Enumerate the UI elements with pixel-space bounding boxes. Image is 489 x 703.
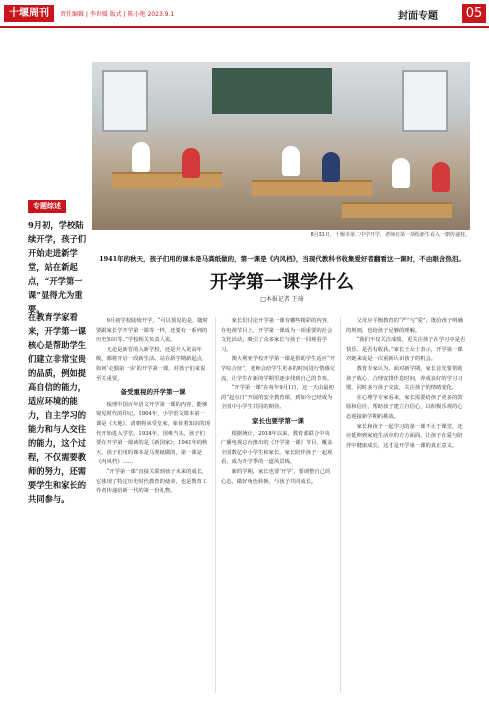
paragraph: 家长们讨论开学第一课有哪些精彩的内容，在电视节目上，开学第一课成为一项重要的社会文化活动，吸引了众多家长与孩子一同观看学习。 <box>221 318 333 353</box>
student-figure <box>182 148 200 178</box>
paragraph: 新的学期，家长也要‘开学’，要调整自己的心态，做好角色转换，与孩子共同成长。 <box>221 468 331 485</box>
classroom-photo <box>92 62 470 230</box>
sidebar-tag: 专题综述 <box>28 200 66 213</box>
article-column-2 <box>221 317 335 487</box>
paragraph: “开学第一课”在每年9月1日，这一天由最初的“起点日”开展的安全教育课，到如今已经成为全国中小学生共同的期待。 <box>221 385 334 411</box>
student-figure <box>282 146 300 176</box>
student-figure <box>432 162 450 192</box>
brand-label: 十堰周刊 <box>4 5 54 22</box>
paragraph: 在心理学专家看来，家长需要给孩子更多的鼓励和信任，帮助孩子建立自信心，以积极乐观的心态迎接新学期的挑战。 <box>346 394 463 420</box>
paragraph: 9月初学校陆续开学，“可以预见的是，随时要跟家长学开学第一课等一样，还要有一系列的历史知识等。”学校相关负责人说。 <box>96 318 209 344</box>
paragraph: “开学第一课”直接关联到孩子未来的成长，它体现了特定历史时代教育的使命，也是教育工作者传递给新一代的第一份礼物。 <box>96 468 208 495</box>
subheading: 备受重视的开学第一课 <box>120 388 186 397</box>
page-header <box>0 0 489 28</box>
section-title: 封面专题 <box>398 11 438 22</box>
student-figure <box>322 152 340 182</box>
sidebar-body: 在教育学家看来，开学第一课核心是帮助学生们建立非常宝贵的品质，例如提高自信的能力，适应环境的能力，自主学习的能力和与人交往的能力，这个过程，不仅需要教师的努力，还需要学生和家长的共同参与。 <box>28 312 87 504</box>
paragraph: 澳大利亚学校开学第一课是帮助学生适应“开学综合征”，老师会给学生更多的时间进行情感交流，让学生在新的学期里逐步找到自己的节奏。 <box>221 356 335 382</box>
window-shape <box>402 70 448 132</box>
paragraph: 无论是新晋的入新学校，还是升入更高年级，都将开启一段新生活。站在新学期新起点，如何‘走独第一步’的开学第一课，对孩子们来说至关重要。 <box>96 346 208 382</box>
paragraph: 家长和孩子一起学习的第一课不止于课堂，还应延伸到家庭生活中的方方面面，让孩子在爱与陪伴中健康成长，这才是开学第一课的真正意义。 <box>346 423 463 449</box>
sidebar-lead: 9月初，学校陆续开学，孩子们开始走进新学堂，站在新起点，“开学第一课”显得尤为重要。 <box>28 220 87 314</box>
article-column-3 <box>346 317 466 451</box>
desk-shape <box>342 202 452 218</box>
paragraph: 父母应平衡教育的“严”与“爱”，既给孩子明确的规则，也给孩子足够的理解。 <box>346 318 463 334</box>
column-divider <box>215 317 216 693</box>
desk-shape <box>252 180 372 196</box>
column-divider <box>340 317 341 693</box>
desk-shape <box>112 172 222 188</box>
paragraph: 梳理中国百年语文开学第一课的内容，能够窥见时代的印记。1904年，小学语文课本第一课是《天地》，清朝将承受皇家，象征着知识的现代开始进入学堂。1934年，国难当头，孩子们要在开学第一课读的是《新国家》；1941年的秋天，孩子们用的课本是马粪纸做的，第一课是《内风档》…… <box>96 401 210 466</box>
page-number: 05 <box>462 4 486 23</box>
student-figure <box>132 142 150 172</box>
article-title: 开学第一课学什么 <box>210 272 354 293</box>
student-figure <box>392 158 410 188</box>
paragraph: 教育专家认为，面对新学期，家长首先要帮助孩子收心，合理安排作息时间，养成良好的学习习惯，同时多与孩子交流，关注孩子的情绪变化。 <box>346 365 463 392</box>
paragraph: 根据统计，2018年以来，教育部联合中央广播电视总台推出的《开学第一课》节目，覆盖全国数亿中小学生和家长，家长陪伴孩子一起观看，成为开学季的一道风景线。 <box>221 430 333 466</box>
window-shape <box>102 70 148 132</box>
article-byline: □本报记者 王琦 <box>260 296 304 303</box>
article-deck: 1941年的秋天，孩子们用的课本是马粪纸做的，第一课是《内风档》，当现代教科书收集爱好者翻看这一课时，不由眼含热泪。 <box>99 255 465 263</box>
article-column-1 <box>96 317 210 497</box>
paragraph: “我们不仅关注成绩，更关注孩子在学习中是否快乐、是否有收获。”家长王女士表示，开学第一课对她来说是一次重新认识孩子的机会。 <box>346 337 466 363</box>
blackboard-shape <box>212 68 332 114</box>
editor-credits: 责任编辑 | 李世媛 版式 | 陈小艳 2023.9.1 <box>60 11 175 18</box>
subheading: 家长也要学第一课 <box>252 416 304 425</box>
photo-caption: 8月31日，十堰市第二中学开学，老师在第一项绘新生看入一朝传递桂。 <box>310 232 470 238</box>
